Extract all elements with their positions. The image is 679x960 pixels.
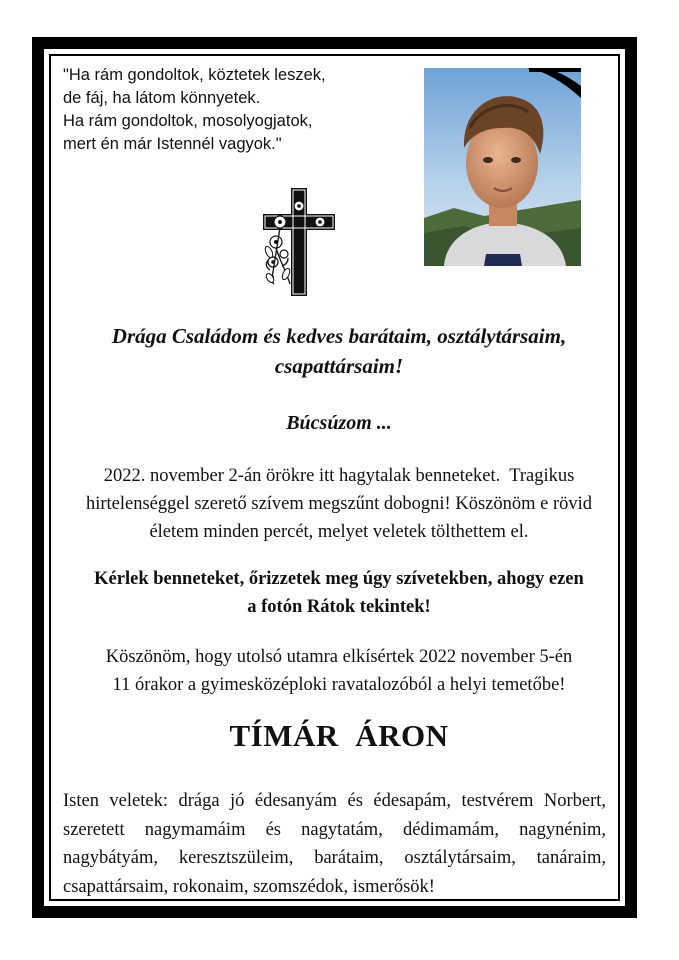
request-paragraph [55, 565, 623, 621]
poem-line: mert én már Istennél vagyok." [63, 135, 282, 153]
greeting-line: Drága Családom és kedves barátaim, osztálytársaim, [111, 324, 567, 348]
paragraph-line: Kérlek benneteket, őrizzetek meg úgy szívetekben, ahogy ezen [94, 569, 584, 589]
portrait-photo [424, 68, 581, 266]
poem [63, 64, 383, 156]
paragraph-line: csapattársaim, rokonaim, szomszédok, ismerősök! [63, 876, 435, 897]
paragraph-line: a fotón Rátok tekintek! [247, 597, 431, 617]
poem-line: de fáj, ha látom könnyetek. [63, 89, 261, 107]
announcement-paragraph [55, 462, 623, 546]
paragraph-line: hirtelenséggel szerető szívem megszűnt dobogni! Köszönöm e rövid [85, 494, 593, 514]
paragraph-line: nagybátyám, keresztszüleim, barátaim, osztálytársaim, tanáraim, [63, 848, 606, 868]
greeting [55, 321, 623, 381]
paragraph-line: életem minden percét, melyet veletek tölthettem el. [149, 522, 529, 542]
closing-paragraph [63, 787, 606, 901]
poem-line: Ha rám gondoltok, mosolyogjatok, [63, 112, 313, 130]
greeting-line: csapattársaim! [274, 354, 404, 378]
funeral-details-paragraph [55, 643, 623, 699]
paragraph-line: 11 órakor a gyimesközéploki ravatalozóból a helyi temetőbe! [112, 675, 566, 695]
farewell-heading: Búcsúzom ... [286, 412, 392, 434]
poem-line: "Ha rám gondoltok, köztetek leszek, [63, 66, 326, 84]
deceased-name: TÍMÁR ÁRON [229, 718, 449, 753]
paragraph-line: Köszönöm, hogy utolsó utamra elkísértek 2022 november 5-én [105, 647, 573, 667]
cross-with-flowers-icon [260, 186, 338, 298]
paragraph-line: szeretett nagymamáim és nagytatám, dédimamám, nagynénim, [63, 819, 606, 840]
paragraph-line: Isten veletek: drága jó édesanyám és édesapám, testvérem Norbert, [63, 791, 606, 811]
paragraph-line: 2022. november 2-án örökre itt hagytalak benneteket. Tragikus [103, 466, 575, 486]
